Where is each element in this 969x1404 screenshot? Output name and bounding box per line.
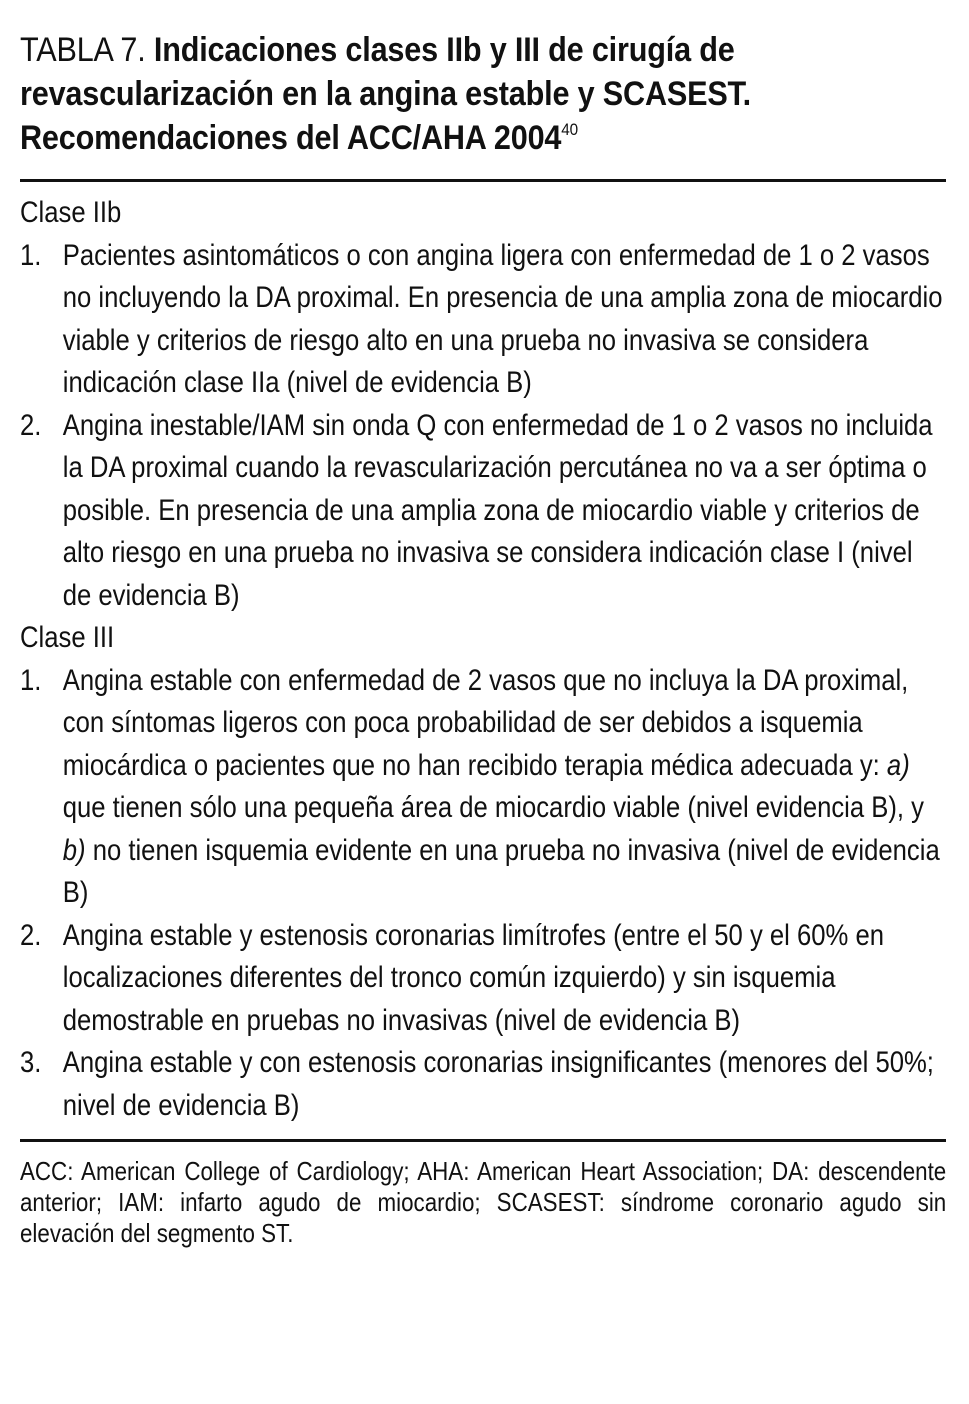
table-title	[20, 28, 945, 160]
section-title: Clase III	[20, 621, 115, 654]
item-number: 1.	[20, 238, 42, 272]
item-text-part: no tienen isquemia evidente en una prueba no invasiva (nivel de evidencia B)	[62, 833, 940, 909]
section-clase-iib	[20, 192, 946, 617]
list-item	[20, 235, 946, 405]
list-item	[20, 1042, 946, 1127]
section-clase-iii	[20, 617, 946, 1127]
table-footnote: ACC: American College of Cardiology; AHA: American Heart Association; DA: descendente anterior; IAM: infarto agudo de miocardio; SCASEST: síndrome coronario agudo sin elevación del segmento ST.	[20, 1156, 947, 1248]
item-text	[63, 664, 940, 910]
list-item	[20, 660, 946, 915]
list-item	[20, 915, 946, 1043]
item-marker-b: b)	[62, 833, 86, 867]
table-body	[20, 182, 946, 1139]
recommendation-list	[20, 235, 946, 618]
table-7	[20, 28, 946, 1249]
table-title-text: Indicaciones clases IIb y III de cirugía de revascularización en la angina estable y SCASEST. Recomendaciones del ACC/AHA 2004	[20, 31, 751, 157]
item-text-part: Angina estable con enfermedad de 2 vasos que no incluya la DA proximal, con síntomas ligeros con poca probabilidad de ser debidos a isquemia miocárdica o pacientes que no han recibido terapia médica adecuada y:	[62, 663, 909, 782]
item-number: 1.	[20, 663, 42, 697]
item-text-part: que tienen sólo una pequeña área de miocardio viable (nivel evidencia B), y	[62, 791, 925, 824]
item-text: Angina estable y estenosis coronarias limítrofes (entre el 50 y el 60% en localizaciones diferentes del tronco común izquierdo) y sin isquemia demostrable en pruebas no invasivas (nivel de evidencia B)	[62, 918, 884, 1037]
list-item	[20, 405, 946, 618]
item-text: Angina estable y con estenosis coronarias insignificantes (menores del 50%; nivel de evidencia B)	[62, 1046, 934, 1122]
item-text: Pacientes asintomáticos o con angina ligera con enfermedad de 1 o 2 vasos no incluyendo la DA proximal. En presencia de una amplia zona de miocardio viable y criterios de riesgo alto en una prueba no invasiva se considera indicación clase IIa (nivel de evidencia B)	[62, 238, 943, 399]
item-number: 3.	[20, 1046, 42, 1079]
table-label: TABLA 7.	[20, 31, 146, 69]
recommendation-list	[20, 660, 946, 1128]
item-number: 2.	[20, 408, 42, 442]
reference-superscript: 40	[561, 120, 578, 139]
item-number: 2.	[20, 918, 42, 952]
section-title: Clase IIb	[20, 196, 122, 229]
item-marker-a: a)	[886, 748, 910, 782]
item-text: Angina inestable/IAM sin onda Q con enfermedad de 1 o 2 vasos no incluida la DA proximal cuando la revascularización percutánea no va a ser óptima o posible. En presencia de una amplia zona de miocardio viable y criterios de alto riesgo en una prueba no invasiva se considera indicación clase I (nivel de evidencia B)	[62, 408, 933, 612]
